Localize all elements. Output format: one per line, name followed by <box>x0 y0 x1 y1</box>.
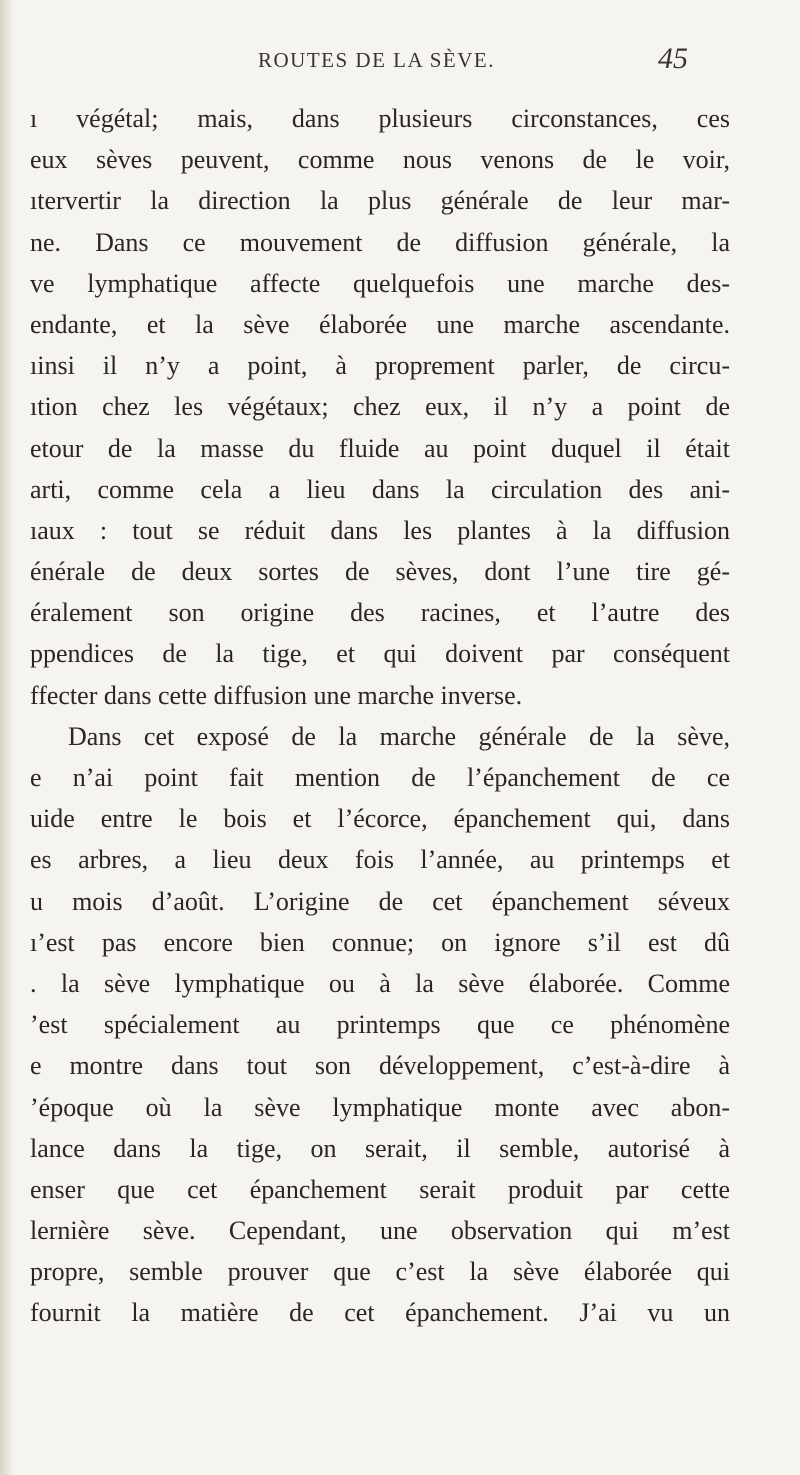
text-line: uide entre le bois et l’écorce, épanchement qui, dans <box>30 804 730 834</box>
text-line: ıinsi il n’y a point, à proprement parler, de circu- <box>30 351 730 381</box>
text-line: e n’ai point fait mention de l’épanchement de ce <box>30 763 730 792</box>
text-line: endante, et la sève élaborée une marche ascendante. <box>30 309 730 339</box>
text-line: arti, comme cela a lieu dans la circulation des ani- <box>30 474 730 504</box>
text-line: eux sèves peuvent, comme nous venons de le voir, <box>30 145 730 175</box>
text-line: éralement son origine des racines, et l’autre des <box>30 598 730 628</box>
text-line: ’est spécialement au printemps que ce phénomène <box>30 1010 730 1040</box>
text-line: fournit la matière de cet épanchement. J’ai vu un <box>30 1298 730 1328</box>
text-line: ıaux : tout se réduit dans les plantes à la diffusion <box>30 515 730 545</box>
text-line: . la sève lymphatique ou à la sève élaborée. Comme <box>30 968 730 998</box>
text-line: ppendices de la tige, et qui doivent par conséquent <box>30 639 730 669</box>
page-number: 45 <box>658 42 688 75</box>
text-line: énérale de deux sortes de sèves, dont l’une tire gé- <box>30 557 730 587</box>
text-line: ı’est pas encore bien connue; on ignore s’il est dû <box>30 927 730 957</box>
page-header <box>0 42 800 88</box>
text-line: ı végétal; mais, dans plusieurs circonstances, ces <box>30 104 730 133</box>
text-line: es arbres, a lieu deux fois l’année, au printemps et <box>30 845 730 875</box>
text-line: e montre dans tout son développement, c’est-à-dire à <box>30 1051 730 1081</box>
text-line: lernière sève. Cependant, une observation qui m’est <box>30 1216 730 1246</box>
text-line: u mois d’août. L’origine de cet épanchement séveux <box>30 886 730 916</box>
text-line: enser que cet épanchement serait produit par cette <box>30 1174 730 1204</box>
text-line: etour de la masse du fluide au point duquel il était <box>30 433 730 463</box>
text-line: ve lymphatique affecte quelquefois une marche des- <box>30 268 730 298</box>
text-line: ıtervertir la direction la plus générale de leur mar- <box>30 186 730 216</box>
text-line: ffecter dans cette diffusion une marche inverse. <box>30 680 523 710</box>
text-line: ne. Dans ce mouvement de diffusion générale, la <box>30 227 730 257</box>
body-text <box>30 98 730 1334</box>
page-gutter <box>0 0 14 1475</box>
text-line: ıtion chez les végétaux; chez eux, il n’y a point de <box>30 392 730 422</box>
text-line: Dans cet exposé de la marche générale de la sève, <box>68 721 730 751</box>
text-line: lance dans la tige, on serait, il semble, autorisé à <box>30 1133 730 1163</box>
text-line: ’époque où la sève lymphatique monte avec abon- <box>30 1092 730 1122</box>
text-line: propre, semble prouver que c’est la sève élaborée qui <box>30 1257 730 1287</box>
running-head: ROUTES DE LA SÈVE. <box>258 48 495 72</box>
